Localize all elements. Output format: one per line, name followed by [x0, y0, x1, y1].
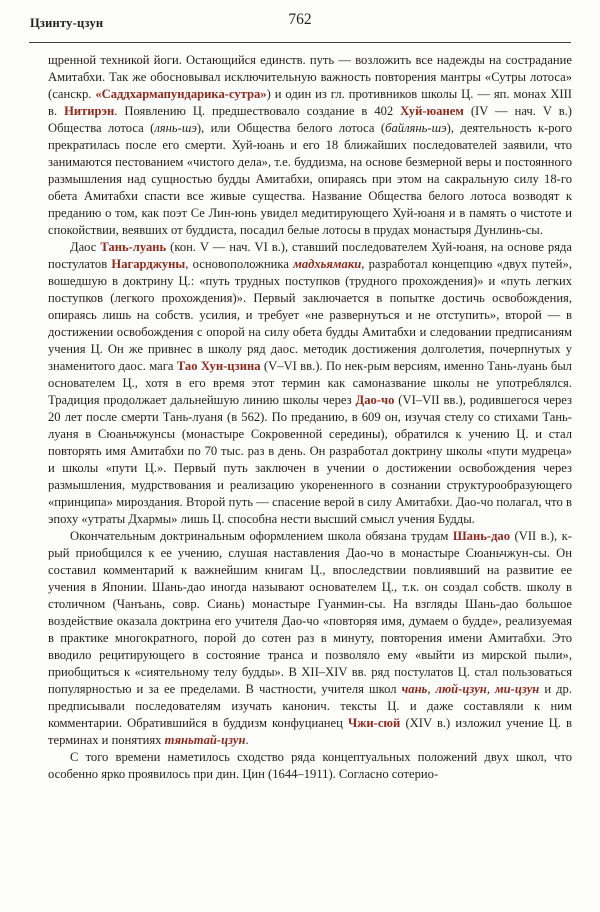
- text-run: ), или Общества белого лотоса (: [196, 121, 386, 135]
- text-run: . Появлению Ц. предшествовало создание в 402: [114, 104, 401, 118]
- text-run: ,: [427, 682, 436, 696]
- crossref-term: чань: [401, 682, 428, 696]
- text-run: .: [245, 733, 249, 747]
- paragraph: [48, 749, 572, 783]
- text-run: , разработал концепцию «двух путей», вошедшую в доктрину Ц.: «путь трудных поступков (трудного прохождения)» и «путь легких поступков (легкого прохождения)». Первый заключается в попытке достичь освобождения, опираясь лишь на собств. усилия, и требует «не развернуться и не отступить», второй — в достижении освобождения с опорой на силу обета будды Амитабхи и следовании предписаниям учения Ц. Он же привнес в школу ряд даос. методик достижения долголетия, почерпнутых у знаменитого даос. мага: [48, 257, 572, 373]
- page-number: 762: [288, 11, 312, 28]
- text-run: и др. предписывали последователям изучать канонич. тексты Ц. и даже составляли к ним комментарии. Обратившийся в буддизм конфуцианец: [48, 682, 573, 730]
- transliteration-term: лянь-шэ: [154, 121, 197, 135]
- text-run: (кон. V — нач. VI в.), ставший последователем Хуй-юаня, на основе ряда постулатов: [48, 240, 573, 271]
- text-run: С того времени наметилось сходство ряда концептуальных положений двух школ, что особенно ярко проявилось при дин. Цин (1644–1911). Согласно сотерио-: [48, 750, 572, 781]
- text-run: (VII в.), к-рый приобщился к ее учению, слушая наставления Дао-чо в монастыре Сюаньчжун-сы. Он составил комментарий к важнейшим книгам Ц., впоследствии повлиявший на развитие ее учения в Японии. Шань-дао иногда называют основателем Ц., т.к. он создал собств. школу в столичном (Чанъань, совр. Сиань) монастыре Гуанмин-сы. На взгляды Шань-дао большое воздействие оказала доктрина его учителя Дао-чо «повторяя имя, думаем о будде», реализуемая в практике многократного, порой до сотен раз в минуту, повторения имени Амитабхи. Это вводило рецитирующего в состояние транса и позволяло ему «выйти из мирской пыли», приобщиться к «сиятельному телу будды». В XII–XIV вв. ряд постулатов Ц. стал пользоваться популярностью и за ее пределами. В частности, учителя школ: [48, 529, 572, 696]
- text-run: (XIV в.) изложил учение Ц. в терминах и понятиях: [48, 716, 573, 747]
- crossref-term: Чжи-сюй: [348, 716, 401, 730]
- crossref-term: Тань-луань: [100, 240, 167, 254]
- paragraph: [48, 528, 572, 749]
- paragraph: [48, 239, 572, 528]
- crossref-term: Хуй-юанем: [400, 104, 464, 118]
- crossref-term: тяньтай-цзун: [164, 733, 246, 747]
- crossref-term: Нитирэн: [64, 104, 115, 118]
- text-run: (IV — нач. V в.) Общества лотоса (: [48, 104, 572, 135]
- crossref-term: «Саддхармапундарика-сутра»: [95, 87, 267, 101]
- text-run: , основоположника: [185, 257, 294, 271]
- crossref-term: Дао-чо: [355, 393, 395, 407]
- crossref-term: Нагарджуны: [111, 257, 186, 271]
- text-run: ,: [486, 682, 496, 696]
- text-run: Окончательным доктринальным оформлением школа обязана трудам: [70, 529, 453, 543]
- text-run: (V–VI вв.). По нек-рым версиям, именно Тань-луань был основателем Ц., хотя в его время этот термин как самоназвание школы не употреблялся. Традиция продолжает дальнейшую линию школы через: [48, 359, 572, 407]
- paragraph: [48, 52, 572, 239]
- article-body: [0, 43, 600, 906]
- crossref-term: ми-цзун: [495, 682, 540, 696]
- crossref-term: Тао Хун-цзина: [176, 359, 261, 373]
- text-run: щренной техникой йоги. Остающийся единств. путь — возложить все надежды на сострадание Амитабхи. Так же обосновывал исключительную важность повторения мантры «Сутры лотоса» (санскр.: [48, 53, 572, 101]
- transliteration-term: байлянь-шэ: [385, 121, 447, 135]
- text-run: ) и один из гл. противников школы Ц. — яп. монах XIII в.: [48, 87, 572, 118]
- crossref-term: люй-цзун: [435, 682, 487, 696]
- text-run: ), деятельность к-рого прекратилась после его смерти. Хуй-юань и его 18 ближайших последователей заявили, что занимаются пестованием «чистого дела», т.е. буддизма, на основе безмерной веры и постоянного размышления над сущностью будды Амитабхи, опираясь при этом на сакральную силу 18-го обета Амитабхи спасти все живые существа. Название Общества белого лотоса возводят к преданию о том, как поэт Се Лин-юнь увидел медитирующего Хуй-юаня и в память о чистоте и спокойствии, веявших от буддиста, посадил белые лотосы в прудах монастыря Дунлинь-сы.: [48, 121, 572, 237]
- text-run: (VI–VII вв.), родившегося через 20 лет после смерти Тань-луаня (в 562). По преданию, в 609 он, изучая стелу со стихами Тань-луаня в Сюаньчжунсы (монастыре Сокровенной середины), обратился к учению Ц. и стал повторять имя Амитабхи по 70 тыс. раз в день. Он разработал доктрину школы «пути мудреца» и школы «пути Ц.». Первый путь заключен в учении о достижении освобождения через размышления, мудрствования и реализацию укорененного в сознании структурообразующего «принципа» мироздания. Второй путь — спасение верой в силу Амитабхи. Дао-чо полагал, что в эпоху «утраты Дхармы» лишь Ц. способна нести высший смысл учения Будды.: [48, 393, 572, 526]
- page-header: [0, 0, 600, 42]
- crossref-term: Шань-дао: [452, 529, 511, 543]
- crossref-term: мадхьямаки: [293, 257, 362, 271]
- running-head: Цзинту-цзун: [30, 16, 104, 30]
- text-run: Даос: [70, 240, 101, 254]
